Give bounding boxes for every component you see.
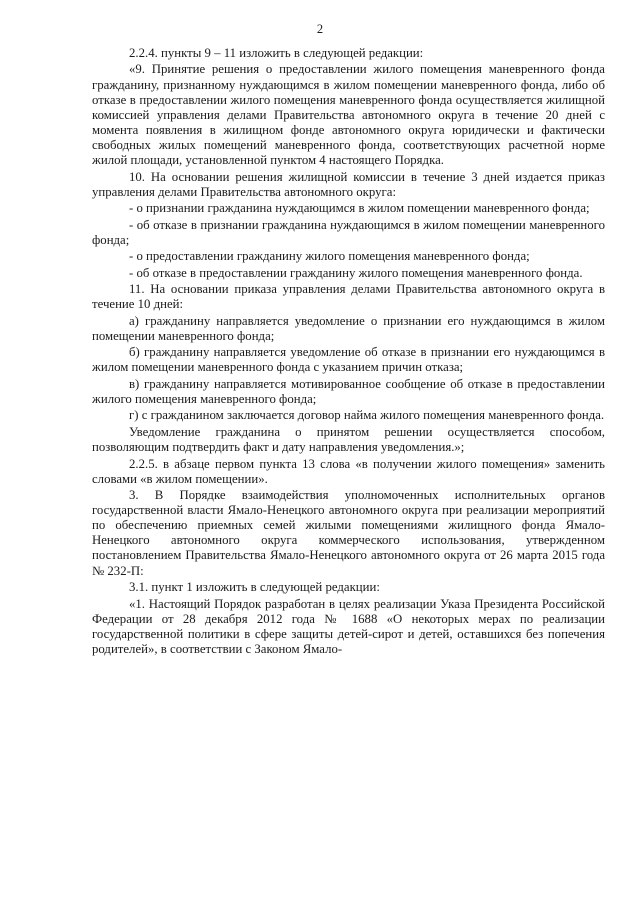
paragraph-item-1: «1. Настоящий Порядок разработан в целях реализации Указа Президента Российской Федерации от 28 декабря 2012 года № 1688 «О некоторых мерах по реализации государственной политики в сфере защиты детей-сирот и детей, оставшихся без попечения родителей», в соответствии с Законом Ямало- (92, 596, 605, 656)
document-body (92, 46, 605, 658)
list-item: в) гражданину направляется мотивированное сообщение об отказе в предоставлении жилого помещения маневренного фонда; (92, 376, 605, 406)
paragraph-notification: Уведомление гражданина о принятом решении осуществляется способом, позволяющим подтвердить факт и дату направления уведомления.»; (92, 424, 605, 455)
paragraph-section-3: 3. В Порядке взаимодействия уполномоченных исполнительных органов государственной власти Ямало-Ненецкого автономного округа при реализации мероприятий по обеспечению приемных семей жилыми помещениями жилищного фонда Ямало-Ненецкого автономного округа коммерческого использования, утвержденном постановлением Правительства Ямало-Ненецкого автономного округа от 26 марта 2015 года № 232-П: (92, 488, 605, 578)
list-item: б) гражданину направляется уведомление об отказе в признании его нуждающимся в жилом помещении маневренного фонда с указанием причин отказа; (92, 345, 605, 375)
list-item: г) с гражданином заключается договор найма жилого помещения маневренного фонда. (129, 408, 605, 423)
paragraph-item-10: 10. На основании решения жилищной комиссии в течение 3 дней издается приказ управления делами Правительства автономного округа: (92, 169, 605, 199)
list-item: а) гражданину направляется уведомление о признании его нуждающимся в жилом помещении маневренного фонда; (92, 313, 605, 343)
list-item: - об отказе в признании гражданина нуждающимся в жилом помещении маневренного фонда; (92, 217, 605, 247)
page-number: 2 (316, 22, 324, 36)
list-item: - о признании гражданина нуждающимся в жилом помещении маневренного фонда; (129, 201, 590, 216)
list-item: - о предоставлении гражданину жилого помещения маневренного фонда; (129, 249, 530, 264)
paragraph-item-11: 11. На основании приказа управления делами Правительства автономного округа в течение 10 дней: (92, 282, 605, 312)
paragraph-2-2-5: 2.2.5. в абзаце первом пункта 13 слова «в получении жилого помещения» заменить словами «в жилом помещении». (92, 456, 605, 486)
list-item: - об отказе в предоставлении гражданину жилого помещения маневренного фонда. (129, 265, 583, 280)
paragraph-item-9: «9. Принятие решения о предоставлении жилого помещения маневренного фонда гражданину, признанному нуждающимся в жилом помещении маневренного фонда, либо об отказе в предоставлении жилого помещения маневренного фонда осуществляется жилищной комиссией управления делами Правительства автономного округа в течение 20 дней с момента появления в жилищном фонде автономного округа юридически и фактически свободных жилых помещений маневренного фонда, соответствующих расчетной норме жилой площади, установленной пунктом 4 настоящего Порядка. (92, 62, 605, 168)
paragraph-3-1: 3.1. пункт 1 изложить в следующей редакции: (129, 580, 380, 595)
paragraph-2-2-4: 2.2.4. пункты 9 – 11 изложить в следующей редакции: (129, 46, 424, 60)
